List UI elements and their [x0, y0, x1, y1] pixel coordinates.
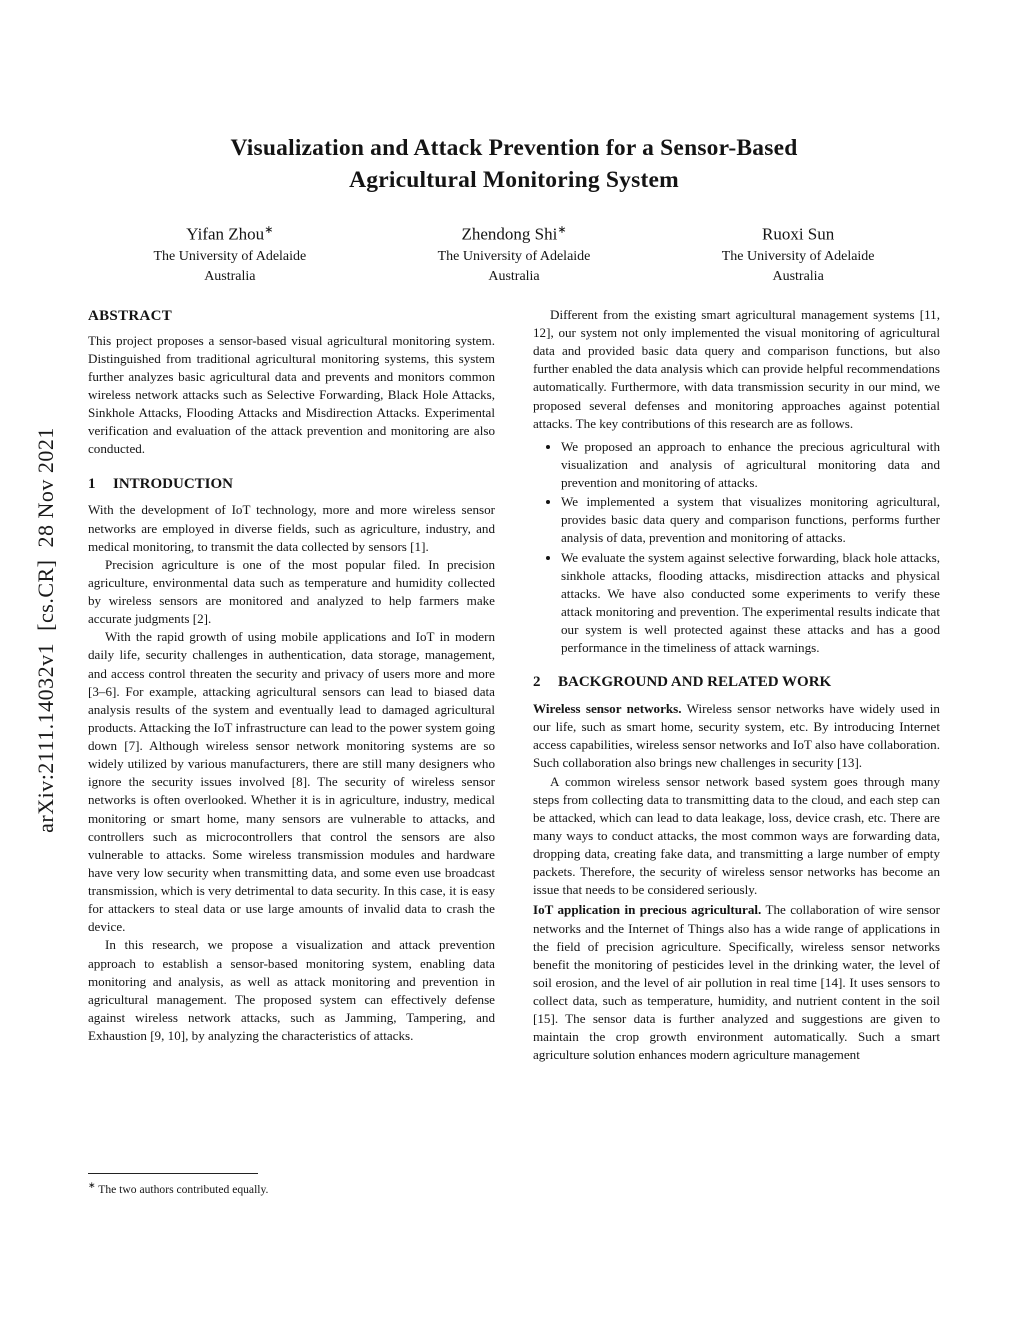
author-affiliation: The University of Adelaide [721, 248, 875, 264]
contributions-list [533, 438, 940, 658]
arxiv-watermark: arXiv:2111.14032v1 [cs.CR] 28 Nov 2021 [33, 427, 58, 833]
intro-paragraph-2: Precision agriculture is one of the most popular filed. In precision agriculture, environmental data such as temperature and humidity collected by wireless sensors are monitored and analyzed to help farmers make accurate judgments [2]. [88, 556, 495, 627]
paper-title [88, 132, 940, 197]
two-column-body [88, 306, 940, 1198]
section-number: 2 [533, 674, 541, 691]
author-country: Australia [204, 268, 256, 284]
intro-paragraph-1: With the development of IoT technology, more and more wireless sensor networks are employed in diverse fields, such as agriculture, industry, and medical monitoring, to transmit the data collected by sensors [1]. [88, 502, 495, 554]
paper-content [88, 132, 940, 1198]
author-name-text: Ruoxi Sun [761, 224, 835, 244]
contributions-intro-paragraph: Different from the existing smart agricultural management systems [11, 12], our system not only implemented the visual monitoring of agricultural data and provided basic data query and comparison functions, but also further enabled the data analysis which can provide helpful recommendations automatically. Furthermore, with data transmission security in our mind, we proposed several defenses and monitoring approaches against potential attacks. The key contributions of this research are as follows. [533, 306, 940, 431]
footnote [88, 1159, 495, 1198]
footnote-text [88, 1179, 495, 1198]
wsn-paragraph [533, 700, 940, 773]
abstract-heading: ABSTRACT [88, 307, 173, 324]
paper-title-line1: Visualization and Attack Prevention for a Sensor-Based [230, 135, 798, 161]
contribution-item-3: • We evaluate the system against selective forwarding, black hole attacks, sinkhole attacks, flooding attacks, misdirection attacks and physical attacks. We have also conducted some experiments to verify these attack monitoring and prevention. The experimental results indicate that our system is well protected against these attacks and has a good performance in the timeliness of attack warnings. [561, 549, 940, 658]
contribution-item-1: • We proposed an approach to enhance the precious agricultural with visualization and analysis of agricultural monitoring data and prevention and monitoring of attacks. [561, 438, 940, 492]
right-column [533, 306, 940, 1198]
abstract-text: This project proposes a sensor-based visual agricultural monitoring system. Distinguished from traditional agricultural monitoring systems, this system further analyzes basic agricultural data and prevents and monitors common wireless network attacks such as Selective Forwarding, Black Hole Attacks, Sinkhole Attacks, Flooding Attacks and Misdirection Attacks. Experimental verification and evaluation of the attack prevention and monitoring are also conducted. [88, 332, 495, 457]
footnote-text-body: The two authors contributed equally. [98, 1182, 269, 1196]
author-affiliation: The University of Adelaide [153, 248, 307, 264]
author-country: Australia [488, 268, 540, 284]
iot-paragraph-lead: IoT application in precious agricultural. [533, 902, 762, 918]
author-name [88, 223, 372, 246]
section-title: BACKGROUND AND RELATED WORK [558, 674, 832, 691]
author-1 [88, 223, 372, 286]
author-name-text: Zhendong Shi [461, 224, 558, 244]
section-title: INTRODUCTION [113, 475, 234, 492]
author-name [372, 223, 656, 246]
paper-title-line2: Agricultural Monitoring System [349, 167, 679, 194]
author-block [88, 223, 940, 286]
section-heading-background [533, 672, 940, 693]
footnote-rule [88, 1173, 258, 1174]
contribution-item-2: • We implemented a system that visualizes monitoring agricultural, provides basic data query and comparison functions, performs further analysis of data, prevention and monitoring of attacks. [561, 493, 940, 547]
intro-paragraph-4: In this research, we propose a visualization and attack prevention approach to establish a sensor-based monitoring system, enabling data monitoring and analysis, as well as attack monitoring and prevention in agricultural management. The proposed system can effectively defense against wireless network attacks, such as Jamming, Tampering, and Exhaustion [9, 10], by analyzing the characteristics of attacks. [88, 937, 495, 1043]
author-name-text: Yifan Zhou [186, 224, 265, 244]
section-number: 1 [88, 475, 96, 492]
footnote-marker: ∗ [88, 1180, 96, 1191]
iot-application-paragraph [533, 901, 940, 1064]
author-marker: ∗ [264, 223, 274, 236]
wsn-paragraph-text: Wireless sensor networks have widely used in our life, such as smart home, security system, etc. By introducing Internet access capabilities, wireless sensor networks and IoT also have collaboration. Such collaboration also brings new challenges in security [13]. [533, 701, 940, 771]
iot-paragraph-text: The collaboration of wire sensor networks and the Internet of Things also has a wide range of applications in the field of precision agriculture. Specifically, wireless sensor networks benefit the monitoring of pesticides level in the drinking water, the level of soil erosion, and the level of air pollution in real time [14]. It uses sensors to collect data, such as temperature, humidity, and nutrient content in the soil [15]. The sensor data is further analyzed and suggestions are given to maintain the crop growth environment automatically. Such a smart agriculture solution enhances modern agriculture management [533, 902, 940, 1063]
intro-paragraph-3: With the rapid growth of using mobile applications and IoT in modern daily life, security challenges in authentication, data storage, management, and access control threaten the security and privacy of users more and more [3–6]. For example, attacking agricultural sensors can lead to biased data analysis results of the system and eventually lead to damaged agricultural products. Attacking the IoT infrastructure can lead to the power system going down [7]. Although wireless sensor network monitoring systems are so widely utilized by various manufacturers, there are still many designers who ignore the security issues involved [8]. The security of wireless sensor networks is often overlooked. Whether it is in agriculture, industry, medical monitoring or smart home, many sensors are vulnerable to attacks, and controllers such as microcontrollers that control the sensors are also vulnerable to attacks. Some wireless transmission modules and hardware have very low security when transmitting data, and some even use broadcast transmission, which is very detrimental to data security. In this case, it is easy for attackers to steal data or use large amounts of invalid data to crash the device. [88, 629, 495, 935]
attack-steps-paragraph: A common wireless sensor network based system goes through many steps from collecting data to transmitting data to the cloud, and each step can be attacked, which can lead to data leakage, loss, device crash, etc. There are many ways to conduct attacks, the most common ways are forwarding data, dropping data, creating fake data, and transmitting a large number of empty packets. Therefore, the security of wireless sensor networks has become an issue that needs to be considered seriously. [533, 773, 940, 898]
author-2 [372, 223, 656, 286]
left-column [88, 306, 495, 1198]
section-heading-introduction [88, 474, 495, 495]
author-marker: ∗ [557, 223, 567, 236]
author-3 [656, 223, 940, 286]
author-name [656, 223, 940, 246]
wsn-paragraph-lead: Wireless sensor networks. [533, 701, 682, 717]
author-country: Australia [772, 268, 824, 284]
author-affiliation: The University of Adelaide [437, 248, 591, 264]
